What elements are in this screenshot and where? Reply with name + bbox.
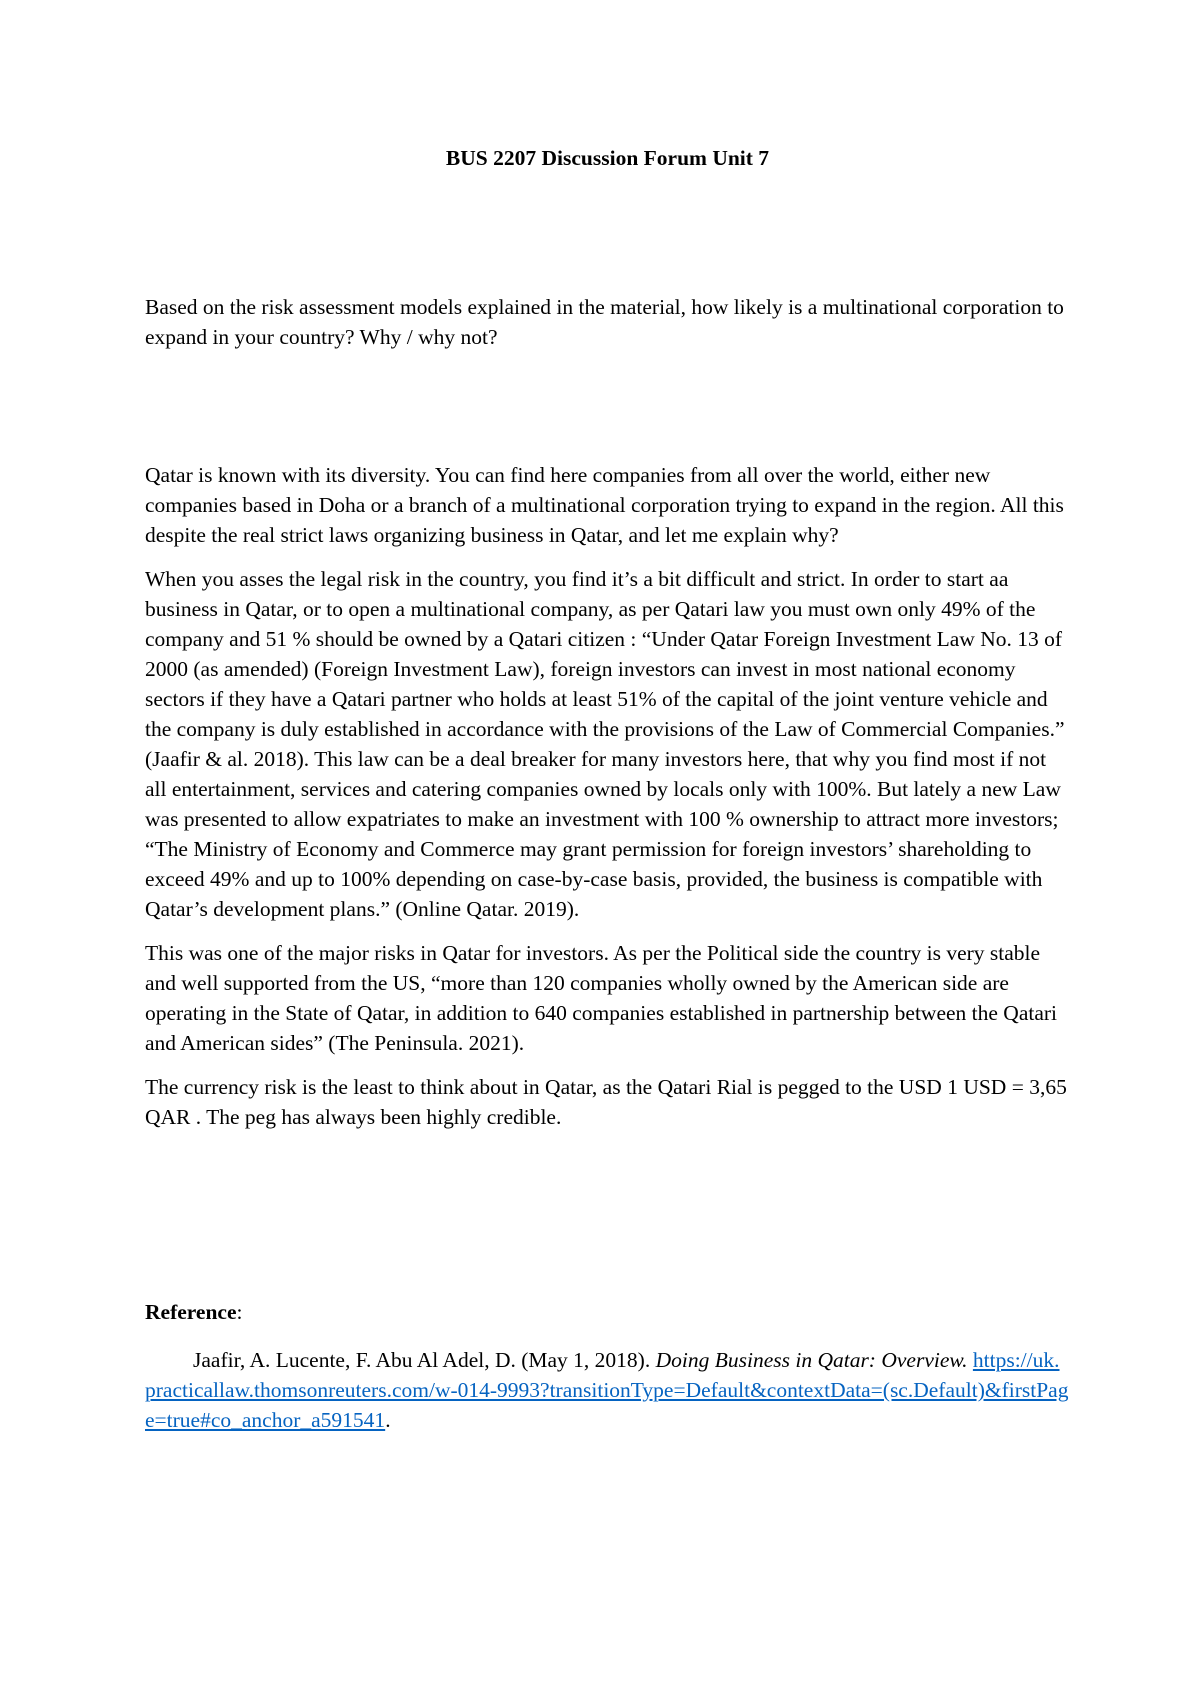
reference-heading-colon: : xyxy=(236,1300,243,1324)
reference-authors: Jaafir, A. Lucente, F. Abu Al Adel, D. (May 1, 2018). xyxy=(193,1348,656,1372)
document-body xyxy=(145,143,1070,1435)
reference-period: . xyxy=(385,1408,391,1432)
page-title: BUS 2207 Discussion Forum Unit 7 xyxy=(445,146,770,170)
paragraph-legal-risk: When you asses the legal risk in the country, you find it’s a bit difficult and strict. In order to start aa business in Qatar, or to open a multinational company, as per Qatari law you must own only 49% of the company and 51 % should be owned by a Qatari citizen : “Under Qatar Foreign Investment Law No. 13 of 2000 (as amended) (Foreign Investment Law), foreign investors can invest in most national economy sectors if they have a Qatari partner who holds at least 51% of the capital of the joint venture vehicle and the company is duly established in accordance with the provisions of the Law of Commercial Companies.” (Jaafir & al. 2018). This law can be a deal breaker for many investors here, that why you find most if not all entertainment, services and catering companies owned by locals only with 100%. But lately a new Law was presented to allow expatriates to make an investment with 100 % ownership to attract more investors; “The Ministry of Economy and Commerce may grant permission for foreign investors’ shareholding to exceed 49% and up to 100% depending on case-by-case basis, provided, the business is compatible with Qatar’s development plans.” (Online Qatar. 2019). xyxy=(145,567,1065,921)
paragraph-diversity: Qatar is known with its diversity. You can find here companies from all over the world, either new companies based in Doha or a branch of a multinational corporation trying to expand in the region. All this despite the real strict laws organizing business in Qatar, and let me explain why? xyxy=(145,463,1064,547)
reference-title: Doing Business in Qatar: Overview. xyxy=(655,1348,968,1372)
reference-heading-label: Reference xyxy=(145,1300,237,1324)
paragraph-political-risk: This was one of the major risks in Qatar for investors. As per the Political side the country is very stable and well supported from the US, “more than 120 companies wholly owned by the American side are operating in the State of Qatar, in addition to 640 companies established in partnership between the Qatari and American sides” (The Peninsula. 2021). xyxy=(145,941,1058,1055)
paragraph-currency-risk: The currency risk is the least to think about in Qatar, as the Qatari Rial is pegged to the USD 1 USD = 3,65 QAR . The peg has always been highly credible. xyxy=(145,1075,1067,1129)
reference-link[interactable]: https://uk.practicallaw.thomsonreuters.com/w-014-9993?transitionType=Default&contextData=(sc.Default)&firstPage=true#co_anchor_a591541 xyxy=(145,1348,1069,1432)
reference-entry xyxy=(145,1345,1070,1435)
discussion-question: Based on the risk assessment models explained in the material, how likely is a multinational corporation to expand in your country? Why / why not? xyxy=(145,295,1064,349)
reference-heading xyxy=(145,1297,1070,1327)
